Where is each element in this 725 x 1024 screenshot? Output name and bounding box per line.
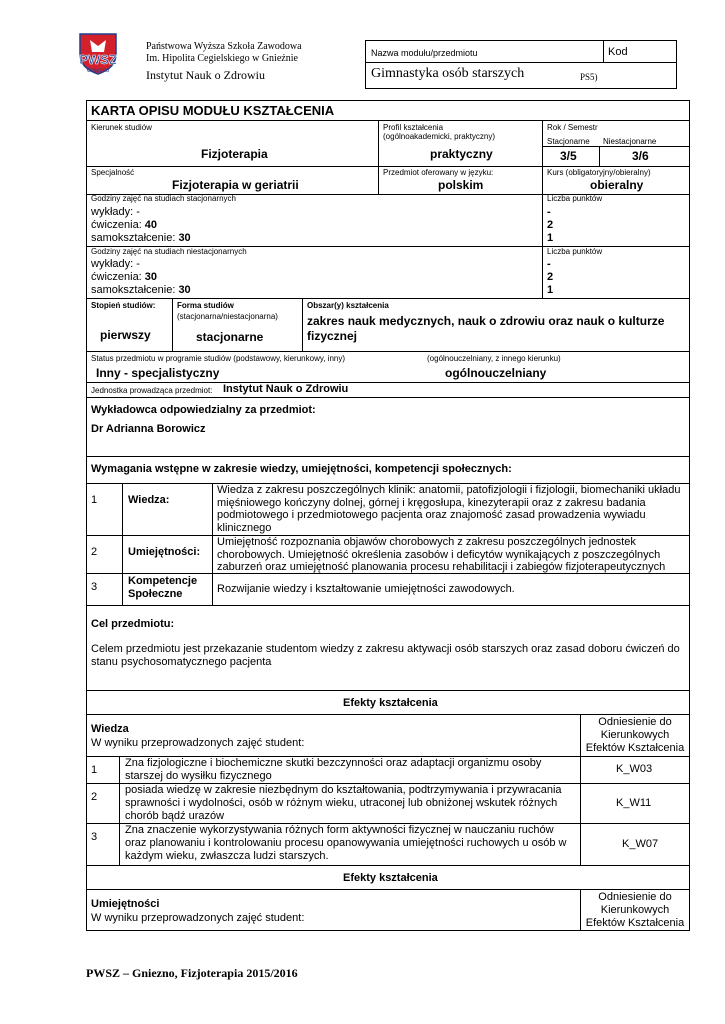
general-label: (ogólnouczelniany, z innego kierunku)	[427, 354, 561, 363]
req-title: Wymagania wstępne w zakresie wiedzy, umiejętności, kompetencji społecznych:	[91, 463, 512, 475]
req-3-name: Kompetencje Społeczne	[128, 575, 198, 600]
req-1-name: Wiedza:	[128, 494, 170, 506]
code-label: Kod	[608, 46, 628, 58]
status-value: Inny - specjalistyczny	[96, 366, 220, 380]
skills-title: Umiejętności	[91, 898, 160, 910]
card-title: KARTA OPISU MODUŁU KSZTAŁCENIA	[91, 103, 335, 118]
knowledge-title: Wiedza	[91, 723, 129, 735]
module-name: Gimnastyka osób starszych	[371, 66, 525, 81]
goal-text: Celem przedmiotu jest przekazanie studentom wiedzy z zakresu aktywacji osób starszych oraz zasad doboru ćwiczeń do stanu psychosomatycznego pacjenta	[91, 643, 680, 668]
req-2-name: Umiejętności:	[128, 546, 201, 558]
general-value: ogólnouczelniany	[445, 366, 547, 380]
knowledge-1-no: 1	[91, 764, 98, 776]
points-niestat-1: -	[547, 258, 551, 270]
knowledge-2-ref: K_W11	[616, 797, 652, 809]
logo-text: PWSZ	[79, 52, 117, 67]
hours-niestat-exercises: ćwiczenia: 30	[91, 271, 158, 283]
logo-sub: Gniezno	[86, 68, 110, 74]
effects-title: Efekty kształcenia	[343, 697, 438, 709]
form-label: Forma studiów	[177, 301, 234, 310]
points-niestat-3: 1	[547, 284, 554, 296]
points-niestat-label: Liczba punktów	[547, 247, 603, 256]
hours-niestat-self: samokształcenie: 30	[91, 284, 191, 296]
points-stat-label: Liczba punktów	[547, 194, 603, 203]
lang-label: Przedmiot oferowany w języku:	[383, 168, 494, 177]
effects-title-2: Efekty kształcenia	[343, 872, 438, 884]
course-value: obieralny	[590, 178, 644, 192]
year-stat-value: 3/5	[560, 149, 577, 163]
course-label: Kurs (obligatoryjny/obieralny)	[547, 168, 651, 177]
goal-title: Cel przedmiotu:	[91, 618, 175, 630]
unit-label: Jednostka prowadząca przedmiot:	[91, 386, 213, 395]
lecturer-label: Wykładowca odpowiedzialny za przedmiot:	[91, 404, 316, 416]
req-3-text: Rozwijanie wiedzy i kształtowanie umiejętności zawodowych.	[217, 583, 515, 595]
knowledge-sub: W wyniku przeprowadzonych zajęć student:	[91, 737, 305, 749]
form-value: stacjonarne	[196, 330, 264, 344]
module-label: Nazwa modułu/przedmiotu	[371, 48, 478, 58]
spec-label: Specjalność	[91, 168, 135, 177]
direction-value: Fizjoterapia	[201, 147, 268, 161]
degree-label: Stopień studiów:	[91, 301, 156, 310]
lang-value: polskim	[438, 178, 484, 192]
footer-text: PWSZ – Gniezno, Fizjoterapia 2015/2016	[86, 966, 298, 980]
status-label: Status przedmiotu w programie studiów (podstawowy, kierunkowy, inny)	[91, 354, 346, 363]
req-2-text: Umiejętność rozpoznania objawów chorobowych z zakresu poszczególnych jednostek chorobowych. Umiejętność określenia zasobów i deficytów wynikających z poszczególnych zaburzeń oraz umiejętność planowania procesu rehabilitacji i zabiegów fizjoterapeutycznych	[217, 536, 666, 573]
req-1-no: 1	[91, 494, 98, 506]
points-niestat-2: 2	[547, 271, 554, 283]
hours-stat-lectures: wykłady: -	[91, 206, 140, 218]
req-1-text: Wiedza z zakresu poszczególnych klinik: anatomii, patofizjologii i fizjologii, biomechaniki układu mięśniowego kończyny dolnej, górnej i kręgosłupa, kinezyterapii oraz z zakresu badania podmiotowego i przedmiotowego pacjenta oraz znajomość zasad prowadzenia wywiadu klinicznego	[217, 484, 681, 534]
hours-niestat-label: Godziny zajęć na studiach niestacjonarnych	[91, 247, 247, 256]
points-stat-1: -	[547, 206, 551, 218]
hours-stat-self: samokształcenie: 30	[91, 232, 191, 244]
knowledge-1-text: Zna fizjologiczne i biochemiczne skutki bezczynności oraz adaptacji organizmu osoby starszej do wysiłku fizycznego	[125, 757, 542, 782]
year-niestat-value: 3/6	[632, 149, 649, 163]
profile-value: praktyczny	[430, 147, 493, 161]
uni-line2: Im. Hipolita Cegielskiego w Gnieźnie	[146, 53, 298, 64]
skills-ref-label: Odniesienie do Kierunkowych Efektów Kształcenia	[585, 891, 685, 929]
hours-niestat-lectures: wykłady: -	[91, 258, 140, 270]
hours-stat-exercises: ćwiczenia: 40	[91, 219, 158, 231]
year-stat-label: Stacjonarne	[547, 137, 590, 146]
points-stat-2: 2	[547, 219, 554, 231]
knowledge-1-ref: K_W03	[616, 763, 653, 775]
direction-label: Kierunek studiów	[91, 123, 152, 132]
year-label: Rok / Semestr	[547, 123, 598, 132]
lecturer-value: Dr Adrianna Borowicz	[91, 423, 206, 435]
knowledge-ref-label: Odniesienie do Kierunkowych Efektów Kształcenia	[585, 716, 685, 754]
spec-value: Fizjoterapia w geriatrii	[172, 178, 299, 192]
knowledge-3-no: 3	[91, 831, 98, 843]
knowledge-2-no: 2	[91, 791, 98, 803]
uni-line1: Państwowa Wyższa Szkoła Zawodowa	[146, 41, 302, 52]
profile-sub: (ogólnoakademicki, praktyczny)	[383, 132, 496, 141]
unit-value: Instytut Nauk o Zdrowiu	[223, 383, 349, 395]
institute-name: Instytut Nauk o Zdrowiu	[146, 68, 265, 82]
knowledge-3-text: Zna znaczenie wykorzystywania różnych form aktywności fizycznej w nauczaniu ruchów oraz planowaniu i kontrolowaniu procesu opanowywania umiejętności ruchowych u osób w każdym wieku, zwłaszcza ludzi starszych.	[125, 824, 567, 862]
degree-value: pierwszy	[100, 328, 151, 342]
module-code: PS5)	[580, 72, 598, 82]
points-stat-3: 1	[547, 232, 554, 244]
area-value: zakres nauk medycznych, nauk o zdrowiu oraz nauk o kulturze fizycznej	[307, 314, 665, 343]
req-2-no: 2	[91, 546, 98, 558]
university-logo	[72, 28, 124, 76]
knowledge-3-ref: K_W07	[622, 838, 659, 850]
skills-sub: W wyniku przeprowadzonych zajęć student:	[91, 912, 305, 924]
profile-label: Profil kształcenia	[383, 123, 444, 132]
form-sub: (stacjonarna/niestacjonarna)	[177, 312, 278, 321]
area-label: Obszar(y) kształcenia	[307, 301, 389, 310]
knowledge-2-text: posiada wiedzę w zakresie niezbędnym do kształtowania, podtrzymywania i przywracania sprawności i wydolności, osób w różnym wieku, utraconej lub obniżonej wskutek różnych chorób bądź urazów	[125, 784, 562, 822]
hours-stat-label: Godziny zajęć na studiach stacjonarnych	[91, 194, 236, 203]
req-3-no: 3	[91, 581, 98, 593]
year-niestat-label: Niestacjonarne	[603, 137, 657, 146]
